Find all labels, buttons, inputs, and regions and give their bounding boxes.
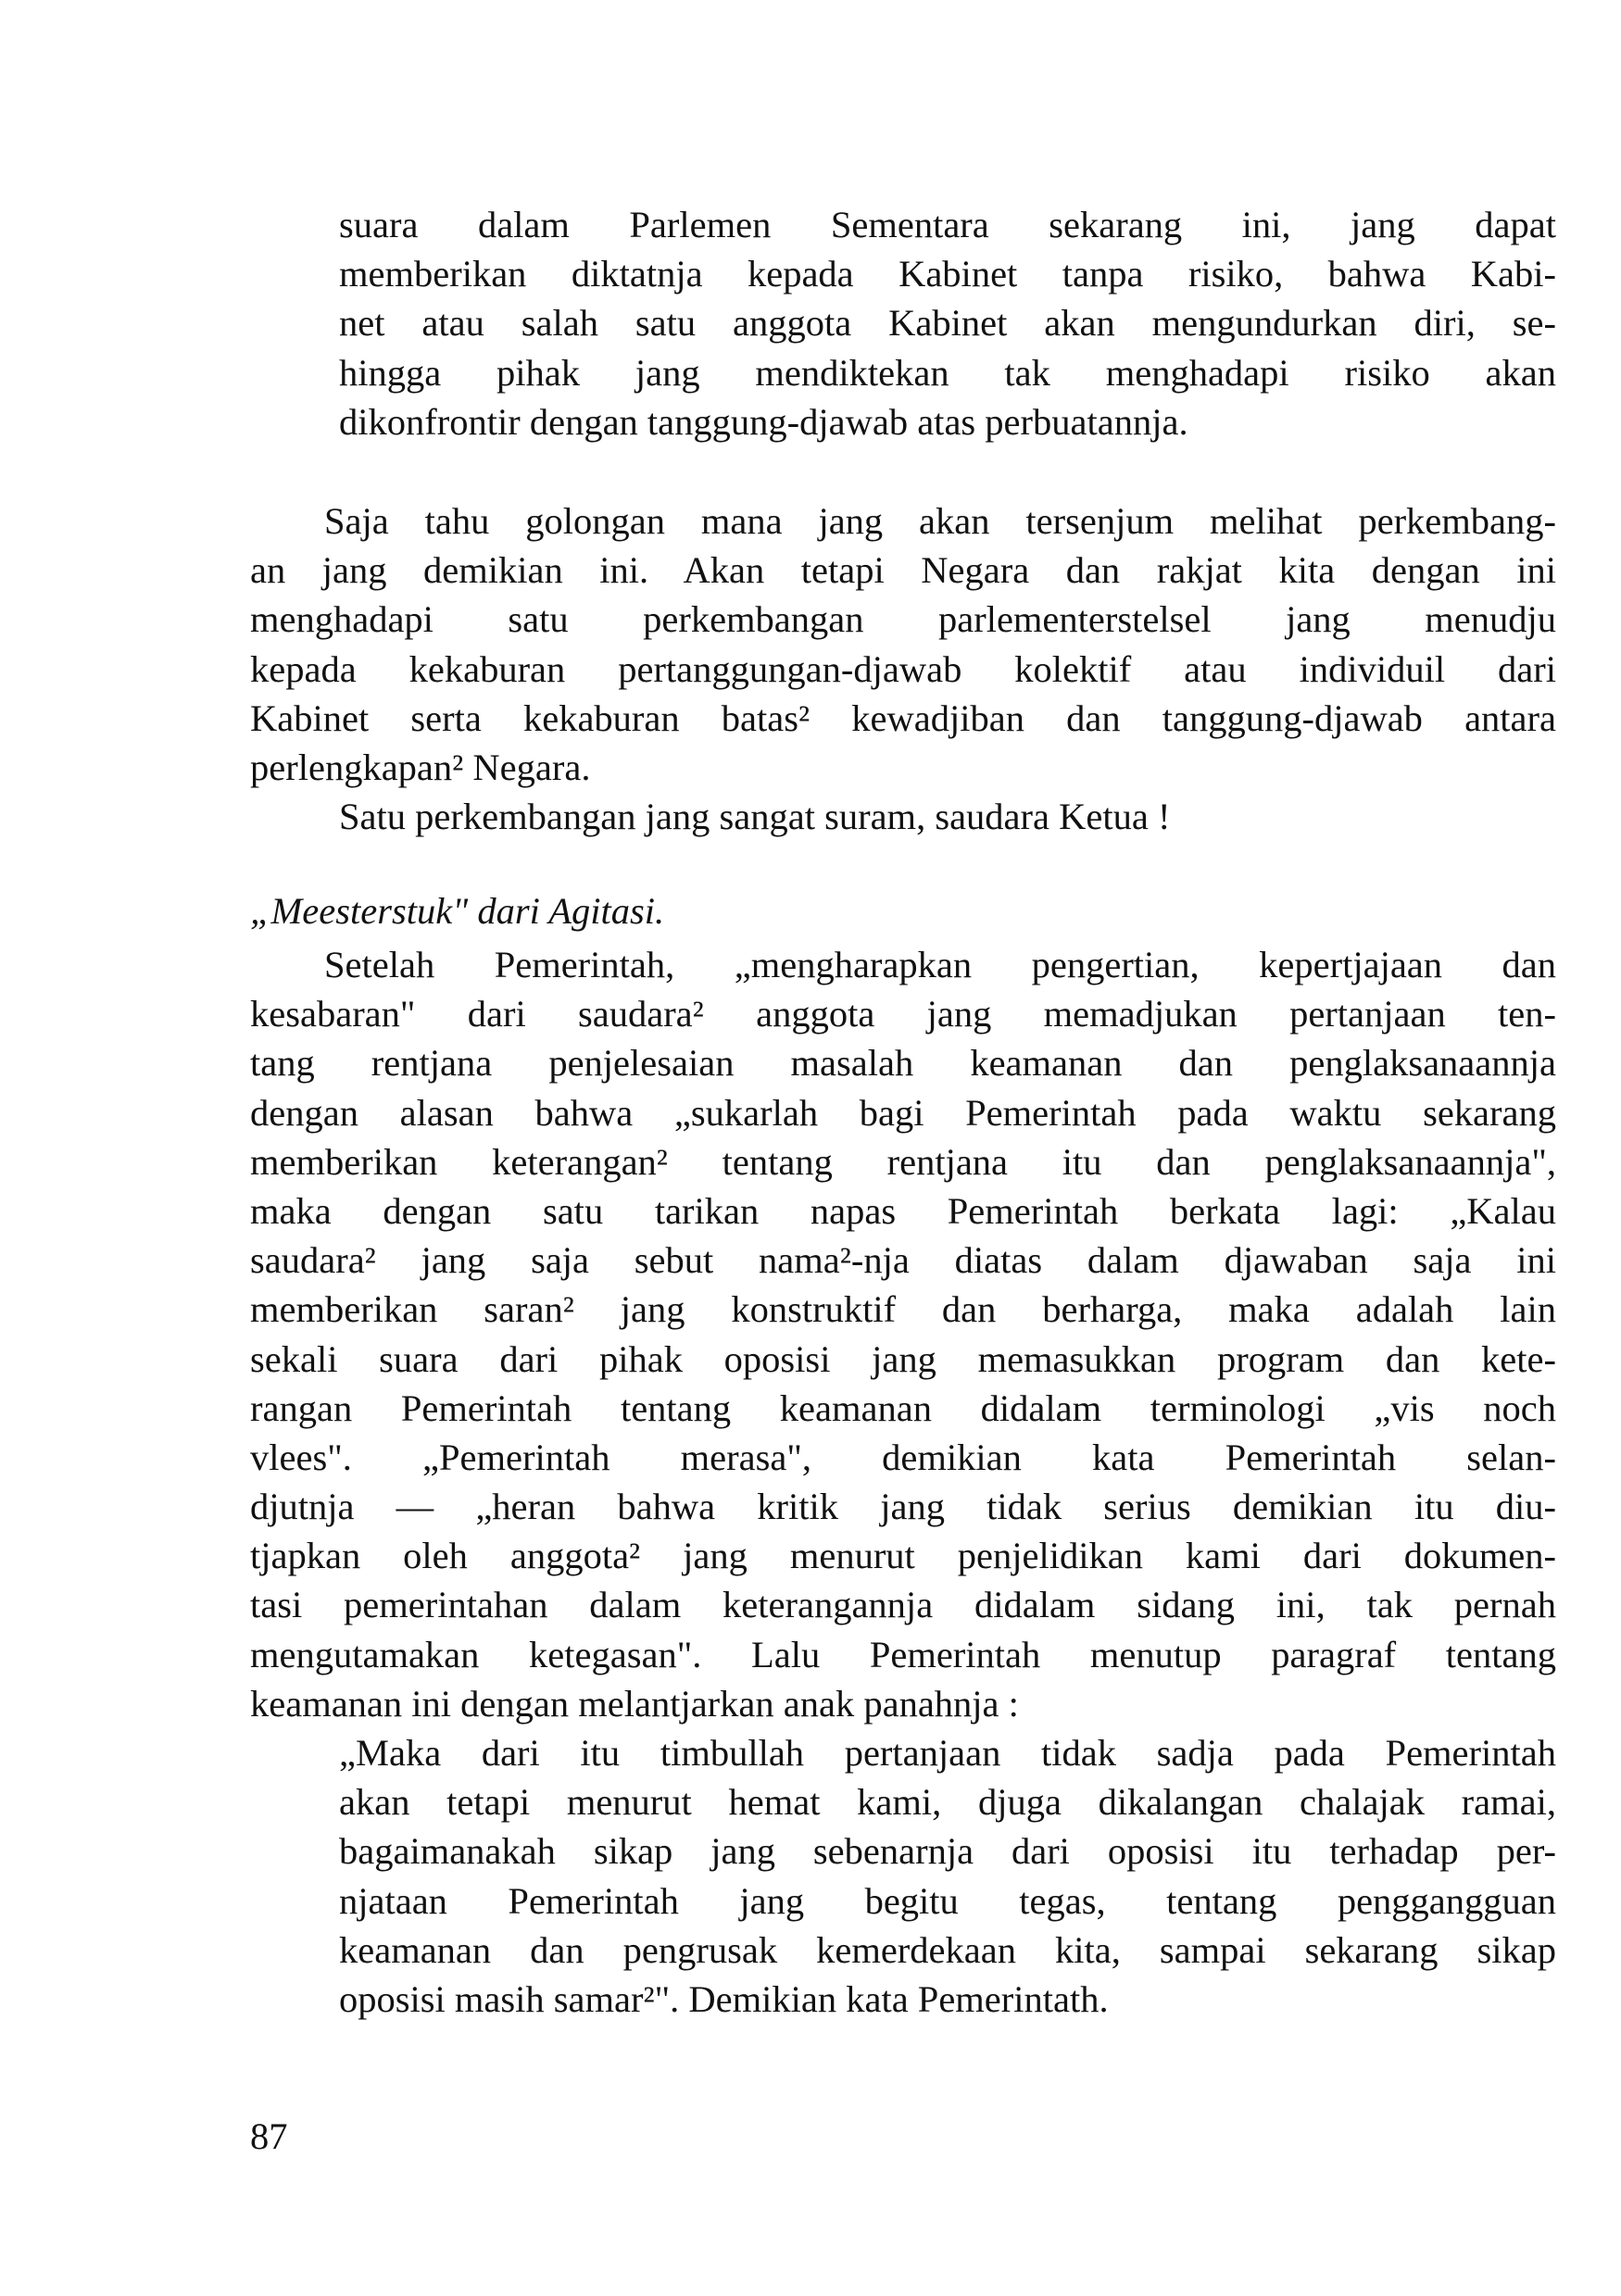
- text-line: dikonfrontir dengan tanggung-djawab atas perbuatannja.: [339, 400, 1188, 443]
- text-line: oposisi masih samar²". Demikian kata Pemerintath.: [339, 1977, 1109, 2020]
- text-line: mengutamakan ketegasan". Lalu Pemerintah menutup paragraf tentang: [250, 1633, 1556, 1675]
- text-line: keamanan ini dengan melantjarkan anak panahnja :: [250, 1682, 1019, 1725]
- indented-quote-bottom: [339, 1728, 1556, 2024]
- text-line: menghadapi satu perkembangan parlementerstelsel jang menudju: [250, 598, 1556, 641]
- text-line: kepada kekaburan pertanggungan-djawab kolektif atau individuil dari: [250, 647, 1556, 690]
- text-line: net atau salah satu anggota Kabinet akan mengundurkan diri, se-: [339, 302, 1556, 345]
- text-line: memberikan saran² jang konstruktif dan berharga, maka adalah lain: [250, 1288, 1556, 1331]
- text-line: dengan alasan bahwa „sukarlah bagi Pemerintah pada waktu sekarang: [250, 1091, 1556, 1134]
- text-line: akan tetapi menurut hemat kami, djuga dikalangan chalajak ramai,: [339, 1781, 1556, 1824]
- text-line: „Maka dari itu timbullah pertanjaan tidak sadja pada Pemerintah: [339, 1732, 1556, 1774]
- text-line: hingga pihak jang mendiktekan tak menghadapi risiko akan: [339, 351, 1556, 394]
- text-line: maka dengan satu tarikan napas Pemerintah berkata lagi: „Kalau: [250, 1189, 1556, 1232]
- text-line: tang rentjana penjelesaian masalah keamanan dan penglaksanaannja: [250, 1042, 1556, 1085]
- text-line: Saja tahu golongan mana jang akan tersenjum melihat perkembang-: [324, 500, 1556, 542]
- text-line: suara dalam Parlemen Sementara sekarang ini, jang dapat: [339, 204, 1556, 245]
- text-line: Kabinet serta kekaburan batas² kewadjiban dan tanggung-djawab antara: [250, 696, 1556, 739]
- section-heading: „Meesterstuk" dari Agitasi.: [250, 890, 665, 932]
- text-line: keamanan dan pengrusak kemerdekaan kita, sampai sekarang sikap: [339, 1928, 1556, 1971]
- paragraph-satu: [339, 792, 1556, 841]
- text-line: rangan Pemerintah tentang keamanan didalam terminologi „vis noch: [250, 1386, 1556, 1429]
- page-number: 87: [250, 2115, 288, 2157]
- text-line: bagaimanakah sikap jang sebenarnja dari oposisi itu terhadap per-: [339, 1830, 1556, 1873]
- text-line: djutnja — „heran bahwa kritik jang tidak serius demikian itu diu-: [250, 1486, 1556, 1528]
- paragraph-setelah: [250, 940, 1556, 1728]
- text-line: tasi pemerintahan dalam keterangannja didalam sidang ini, tak pernah: [250, 1584, 1556, 1626]
- text-line: tjapkan oleh anggota² jang menurut penjelidikan kami dari dokumen-: [250, 1535, 1556, 1577]
- text-line: njataan Pemerintah jang begitu tegas, tentang penggangguan: [339, 1879, 1556, 1922]
- text-line: Setelah Pemerintah, „mengharapkan pengertian, kepertjajaan dan: [324, 944, 1556, 985]
- text-line: sekali suara dari pihak oposisi jang memasukkan program dan kete-: [250, 1337, 1556, 1380]
- text-line: vlees". „Pemerintah merasa", demikian kata Pemerintah selan-: [250, 1436, 1556, 1478]
- text-line: an jang demikian ini. Akan tetapi Negara dan rakjat kita dengan ini: [250, 549, 1556, 592]
- text-line: kesabaran" dari saudara² anggota jang memadjukan pertanjaan ten-: [250, 993, 1556, 1035]
- text-line: memberikan keterangan² tentang rentjana itu dan penglaksanaannja",: [250, 1140, 1556, 1183]
- indented-quote-top: [339, 200, 1556, 446]
- text-line: perlengkapan² Negara.: [250, 746, 591, 788]
- paragraph-saja: [250, 496, 1556, 792]
- text-line: Satu perkembangan jang sangat suram, saudara Ketua !: [339, 796, 1171, 837]
- text-line: memberikan diktatnja kepada Kabinet tanpa risiko, bahwa Kabi-: [339, 253, 1556, 295]
- text-line: saudara² jang saja sebut nama²-nja diatas dalam djawaban saja ini: [250, 1239, 1556, 1282]
